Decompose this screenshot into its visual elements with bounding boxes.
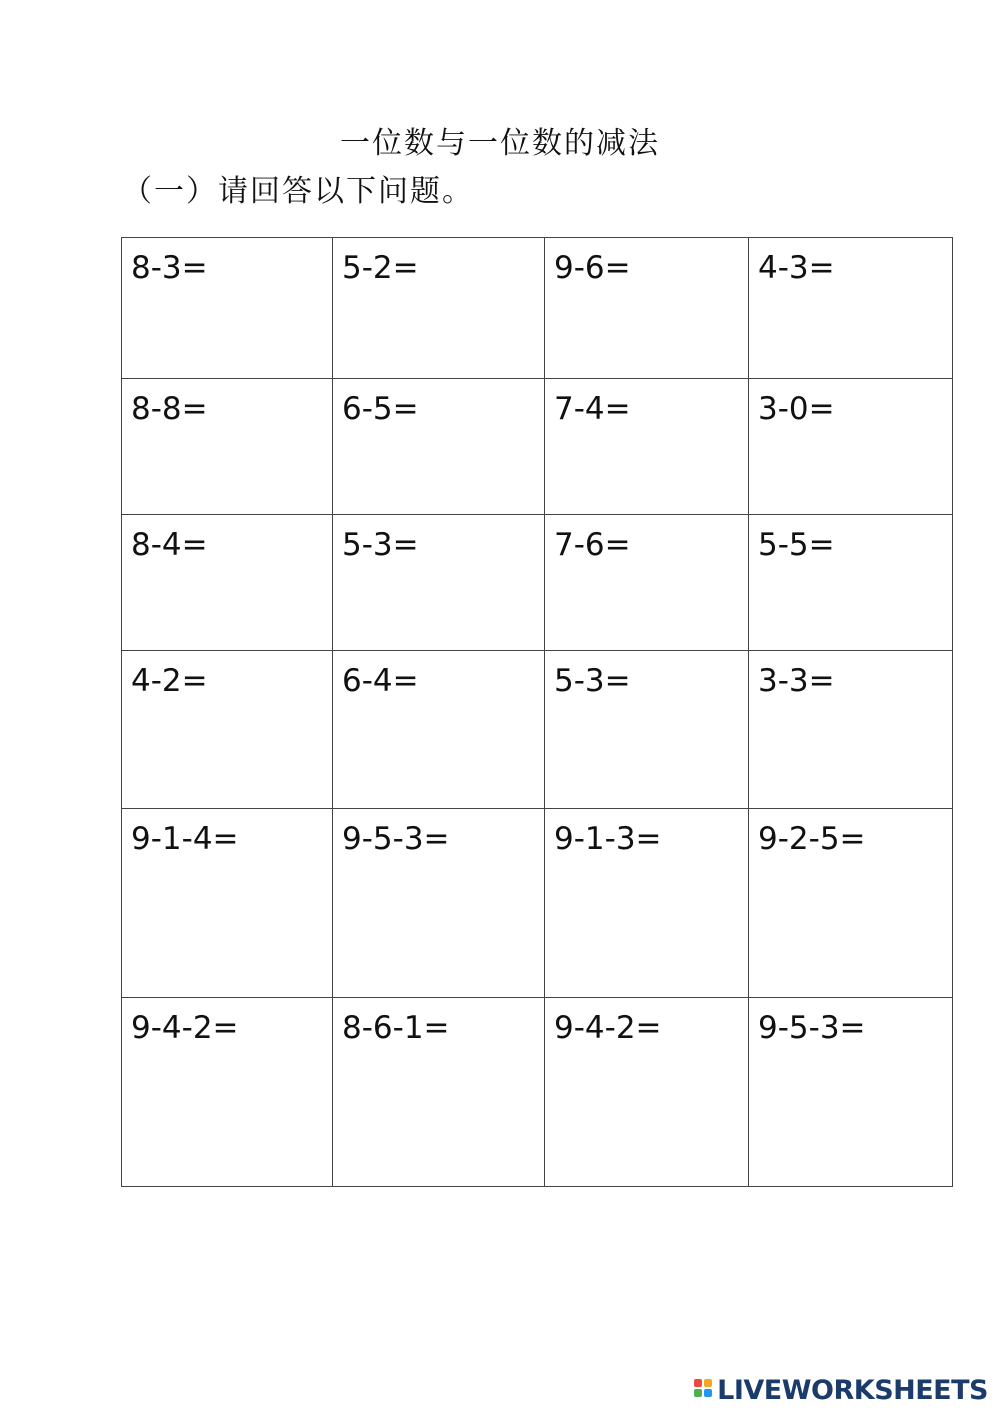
table-row bbox=[122, 238, 953, 379]
problem-cell[interactable]: 9-4-2= bbox=[122, 998, 333, 1187]
problem-cell[interactable]: 5-5= bbox=[749, 515, 953, 651]
table-row bbox=[122, 809, 953, 998]
problem-cell[interactable]: 7-6= bbox=[545, 515, 749, 651]
liveworksheets-logo bbox=[694, 1374, 988, 1406]
problem-cell[interactable]: 5-3= bbox=[545, 651, 749, 809]
problem-cell[interactable]: 7-4= bbox=[545, 379, 749, 515]
liveworksheets-logo-icon bbox=[694, 1377, 714, 1403]
problem-cell[interactable]: 9-6= bbox=[545, 238, 749, 379]
problem-cell[interactable]: 8-8= bbox=[122, 379, 333, 515]
table-row bbox=[122, 379, 953, 515]
problem-cell[interactable]: 5-2= bbox=[333, 238, 545, 379]
worksheet-title: 一位数与一位数的减法 bbox=[340, 126, 660, 161]
problem-cell[interactable]: 3-0= bbox=[749, 379, 953, 515]
problem-cell[interactable]: 8-3= bbox=[122, 238, 333, 379]
table-row bbox=[122, 651, 953, 809]
problem-cell[interactable]: 9-5-3= bbox=[749, 998, 953, 1187]
problem-cell[interactable]: 4-2= bbox=[122, 651, 333, 809]
problem-cell[interactable]: 6-5= bbox=[333, 379, 545, 515]
problem-cell[interactable]: 9-5-3= bbox=[333, 809, 545, 998]
problem-cell[interactable]: 9-1-4= bbox=[122, 809, 333, 998]
brand-name: LIVEWORKSHEETS bbox=[717, 1374, 988, 1406]
table-row bbox=[122, 515, 953, 651]
problem-cell[interactable]: 6-4= bbox=[333, 651, 545, 809]
problem-cell[interactable]: 9-1-3= bbox=[545, 809, 749, 998]
table-row bbox=[122, 998, 953, 1187]
problem-cell[interactable]: 9-4-2= bbox=[545, 998, 749, 1187]
problem-cell[interactable]: 8-6-1= bbox=[333, 998, 545, 1187]
problem-grid bbox=[121, 237, 953, 1187]
problem-cell[interactable]: 9-2-5= bbox=[749, 809, 953, 998]
problem-cell[interactable]: 5-3= bbox=[333, 515, 545, 651]
problem-cell[interactable]: 3-3= bbox=[749, 651, 953, 809]
problem-cell[interactable]: 4-3= bbox=[749, 238, 953, 379]
section-heading: （一）请回答以下问题。 bbox=[122, 174, 474, 209]
problem-cell[interactable]: 8-4= bbox=[122, 515, 333, 651]
